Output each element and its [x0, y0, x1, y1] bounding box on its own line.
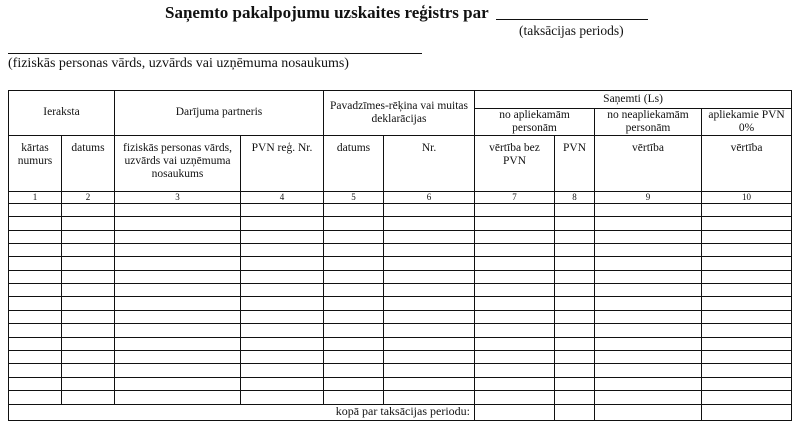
table-row: [9, 377, 792, 390]
table-cell[interactable]: [324, 351, 384, 364]
table-cell[interactable]: [555, 217, 595, 230]
column-number: 2: [62, 191, 115, 203]
table-cell[interactable]: [115, 284, 241, 297]
table-cell[interactable]: [555, 243, 595, 256]
table-cell[interactable]: [62, 351, 115, 364]
table-cell[interactable]: [702, 270, 792, 283]
table-cell[interactable]: [384, 337, 475, 350]
column-number: 6: [384, 191, 475, 203]
header-partneris: Darījuma partneris: [115, 91, 324, 136]
table-cell[interactable]: [9, 337, 62, 350]
table-cell[interactable]: [324, 377, 384, 390]
table-cell[interactable]: [241, 230, 324, 243]
table-cell[interactable]: [324, 217, 384, 230]
table-cell[interactable]: [241, 391, 324, 404]
column-header: datums: [324, 135, 384, 191]
total-row: [9, 404, 792, 420]
table-cell[interactable]: [702, 337, 792, 350]
table-cell[interactable]: [324, 284, 384, 297]
table-cell[interactable]: [324, 310, 384, 323]
table-cell[interactable]: [384, 391, 475, 404]
table-cell[interactable]: [555, 310, 595, 323]
table-cell[interactable]: [62, 391, 115, 404]
table-cell[interactable]: [384, 270, 475, 283]
table-cell[interactable]: [702, 257, 792, 270]
table-cell[interactable]: [384, 364, 475, 377]
table-row: [9, 364, 792, 377]
table-cell[interactable]: [62, 284, 115, 297]
table-cell[interactable]: [595, 284, 702, 297]
table-cell[interactable]: [555, 297, 595, 310]
table-cell[interactable]: [595, 217, 702, 230]
table-cell[interactable]: [62, 270, 115, 283]
table-cell[interactable]: [9, 310, 62, 323]
table-cell[interactable]: [241, 324, 324, 337]
table-cell[interactable]: [702, 310, 792, 323]
table-cell[interactable]: [595, 257, 702, 270]
table-cell[interactable]: [702, 351, 792, 364]
table-row: [9, 243, 792, 256]
table-cell[interactable]: [241, 270, 324, 283]
table-cell[interactable]: [115, 270, 241, 283]
table-cell[interactable]: [62, 310, 115, 323]
total-label: kopā par taksācijas periodu:: [9, 404, 475, 420]
table-cell[interactable]: [241, 243, 324, 256]
table-cell[interactable]: [555, 324, 595, 337]
header-no-apliekamam: no apliekamām personām: [475, 109, 595, 136]
table-cell[interactable]: [9, 297, 62, 310]
table-cell[interactable]: [595, 270, 702, 283]
column-number: 8: [555, 191, 595, 203]
table-cell[interactable]: [555, 377, 595, 390]
table-cell[interactable]: [9, 230, 62, 243]
table-cell[interactable]: [62, 217, 115, 230]
header-ieraksta: Ieraksta: [9, 91, 115, 136]
table-cell[interactable]: [702, 297, 792, 310]
table-cell[interactable]: [595, 203, 702, 216]
table-row: [9, 270, 792, 283]
table-cell[interactable]: [475, 391, 555, 404]
table-cell[interactable]: [324, 257, 384, 270]
column-header: PVN reģ. Nr.: [241, 135, 324, 191]
table-cell[interactable]: [702, 230, 792, 243]
table-row: [9, 297, 792, 310]
table-cell[interactable]: [62, 324, 115, 337]
table-cell[interactable]: [475, 337, 555, 350]
table-cell[interactable]: [241, 310, 324, 323]
table-cell[interactable]: [115, 337, 241, 350]
table-cell[interactable]: [555, 351, 595, 364]
table-cell[interactable]: [475, 230, 555, 243]
table-cell[interactable]: [9, 377, 62, 390]
table-cell[interactable]: [702, 364, 792, 377]
table-cell[interactable]: [115, 377, 241, 390]
table-cell[interactable]: [555, 257, 595, 270]
table-cell[interactable]: [241, 217, 324, 230]
table-row: [9, 217, 792, 230]
header-apliekamie: apliekamie PVN 0%: [702, 109, 792, 136]
column-number: 1: [9, 191, 62, 203]
table-cell[interactable]: [241, 364, 324, 377]
table-cell[interactable]: [702, 284, 792, 297]
table-cell[interactable]: [595, 337, 702, 350]
table-cell[interactable]: [62, 364, 115, 377]
total-cell[interactable]: [702, 404, 792, 420]
table-cell[interactable]: [241, 351, 324, 364]
table-cell[interactable]: [241, 257, 324, 270]
table-cell[interactable]: [9, 284, 62, 297]
table-cell[interactable]: [9, 270, 62, 283]
table-row: [9, 257, 792, 270]
table-cell[interactable]: [241, 337, 324, 350]
total-cell[interactable]: [475, 404, 555, 420]
table-cell[interactable]: [324, 270, 384, 283]
table-cell[interactable]: [62, 377, 115, 390]
table-cell[interactable]: [115, 257, 241, 270]
column-header: fiziskās personas vārds, uzvārds vai uzņēmuma nosaukums: [115, 135, 241, 191]
table-cell[interactable]: [241, 284, 324, 297]
table-cell[interactable]: [384, 310, 475, 323]
table-cell[interactable]: [555, 270, 595, 283]
table-row: [9, 284, 792, 297]
table-cell[interactable]: [241, 377, 324, 390]
table-cell[interactable]: [115, 297, 241, 310]
table-cell[interactable]: [475, 243, 555, 256]
table-cell[interactable]: [702, 217, 792, 230]
table-cell[interactable]: [384, 297, 475, 310]
column-header: Nr.: [384, 135, 475, 191]
table-cell[interactable]: [324, 297, 384, 310]
column-header: PVN: [555, 135, 595, 191]
table-cell[interactable]: [9, 364, 62, 377]
table-row: [9, 230, 792, 243]
header-no-neapliekamam: no neapliekamām personām: [595, 109, 702, 136]
table-cell[interactable]: [475, 351, 555, 364]
table-cell[interactable]: [9, 217, 62, 230]
column-number: 3: [115, 191, 241, 203]
table-cell[interactable]: [115, 391, 241, 404]
name-caption: (fiziskās personas vārds, uzvārds vai uzņēmuma nosaukums): [8, 56, 349, 71]
table-cell[interactable]: [595, 297, 702, 310]
table-cell[interactable]: [384, 377, 475, 390]
table-cell[interactable]: [595, 310, 702, 323]
table-cell[interactable]: [384, 243, 475, 256]
table-row: [9, 351, 792, 364]
table-cell[interactable]: [555, 337, 595, 350]
table-cell[interactable]: [595, 243, 702, 256]
table-cell[interactable]: [702, 243, 792, 256]
column-number: 4: [241, 191, 324, 203]
table-cell[interactable]: [595, 351, 702, 364]
table-cell[interactable]: [475, 284, 555, 297]
table-cell[interactable]: [384, 230, 475, 243]
table-cell[interactable]: [555, 203, 595, 216]
table-cell[interactable]: [62, 203, 115, 216]
table-cell[interactable]: [62, 243, 115, 256]
table-cell[interactable]: [324, 337, 384, 350]
table-row: [9, 337, 792, 350]
table-cell[interactable]: [115, 364, 241, 377]
table-row: [9, 203, 792, 216]
table-cell[interactable]: [595, 364, 702, 377]
table-cell[interactable]: [115, 351, 241, 364]
table-cell[interactable]: [324, 243, 384, 256]
table-cell[interactable]: [324, 203, 384, 216]
table-cell[interactable]: [9, 324, 62, 337]
table-cell[interactable]: [241, 297, 324, 310]
total-cell[interactable]: [555, 404, 595, 420]
table-cell[interactable]: [115, 230, 241, 243]
table-cell[interactable]: [324, 230, 384, 243]
period-caption: (taksācijas periods): [519, 23, 624, 38]
table-cell[interactable]: [324, 364, 384, 377]
table-cell[interactable]: [9, 351, 62, 364]
column-number: 9: [595, 191, 702, 203]
table-cell[interactable]: [9, 203, 62, 216]
table-cell[interactable]: [384, 351, 475, 364]
table-row: [9, 310, 792, 323]
register-table: [8, 90, 792, 421]
column-header: vērtība bez PVN: [475, 135, 555, 191]
period-fill-line: [496, 19, 648, 20]
name-fill-line: [8, 53, 422, 54]
table-cell[interactable]: [595, 324, 702, 337]
table-cell[interactable]: [62, 337, 115, 350]
table-cell[interactable]: [115, 203, 241, 216]
table-cell[interactable]: [384, 257, 475, 270]
table-cell[interactable]: [9, 257, 62, 270]
column-header: vērtība: [702, 135, 792, 191]
table-cell[interactable]: [595, 391, 702, 404]
table-cell[interactable]: [702, 203, 792, 216]
table-cell[interactable]: [555, 391, 595, 404]
table-cell[interactable]: [555, 284, 595, 297]
table-cell[interactable]: [115, 324, 241, 337]
table-cell[interactable]: [62, 297, 115, 310]
table-cell[interactable]: [475, 377, 555, 390]
table-cell[interactable]: [475, 310, 555, 323]
table-cell[interactable]: [115, 310, 241, 323]
table-cell[interactable]: [555, 364, 595, 377]
table-cell[interactable]: [62, 257, 115, 270]
column-header: datums: [62, 135, 115, 191]
table-cell[interactable]: [702, 324, 792, 337]
table-cell[interactable]: [475, 257, 555, 270]
table-cell[interactable]: [702, 377, 792, 390]
table-cell[interactable]: [702, 391, 792, 404]
table-cell[interactable]: [115, 217, 241, 230]
table-row: [9, 391, 792, 404]
column-number: 10: [702, 191, 792, 203]
table-cell[interactable]: [475, 203, 555, 216]
total-cell[interactable]: [595, 404, 702, 420]
table-cell[interactable]: [115, 243, 241, 256]
table-cell[interactable]: [384, 217, 475, 230]
table-cell[interactable]: [555, 230, 595, 243]
table-cell[interactable]: [475, 270, 555, 283]
table-cell[interactable]: [475, 364, 555, 377]
table-cell[interactable]: [9, 391, 62, 404]
table-cell[interactable]: [241, 203, 324, 216]
register-title: Saņemto pakalpojumu uzskaites reģistrs par: [165, 3, 489, 22]
table-cell[interactable]: [475, 217, 555, 230]
column-header: kārtas numurs: [9, 135, 62, 191]
table-cell[interactable]: [595, 377, 702, 390]
header-sanemti: Saņemti (Ls): [475, 91, 792, 109]
table-cell[interactable]: [384, 324, 475, 337]
table-cell[interactable]: [324, 391, 384, 404]
table-cell[interactable]: [475, 297, 555, 310]
table-cell[interactable]: [384, 284, 475, 297]
table-cell[interactable]: [475, 324, 555, 337]
table-cell[interactable]: [384, 203, 475, 216]
column-header: vērtība: [595, 135, 702, 191]
table-cell[interactable]: [324, 324, 384, 337]
table-row: [9, 324, 792, 337]
column-number: 5: [324, 191, 384, 203]
header-pavadzime: Pavadzīmes-rēķina vai muitas deklarācijas: [324, 91, 475, 136]
column-number-row: [9, 191, 792, 203]
table-cell[interactable]: [595, 230, 702, 243]
table-cell[interactable]: [62, 230, 115, 243]
column-number: 7: [475, 191, 555, 203]
table-cell[interactable]: [9, 243, 62, 256]
